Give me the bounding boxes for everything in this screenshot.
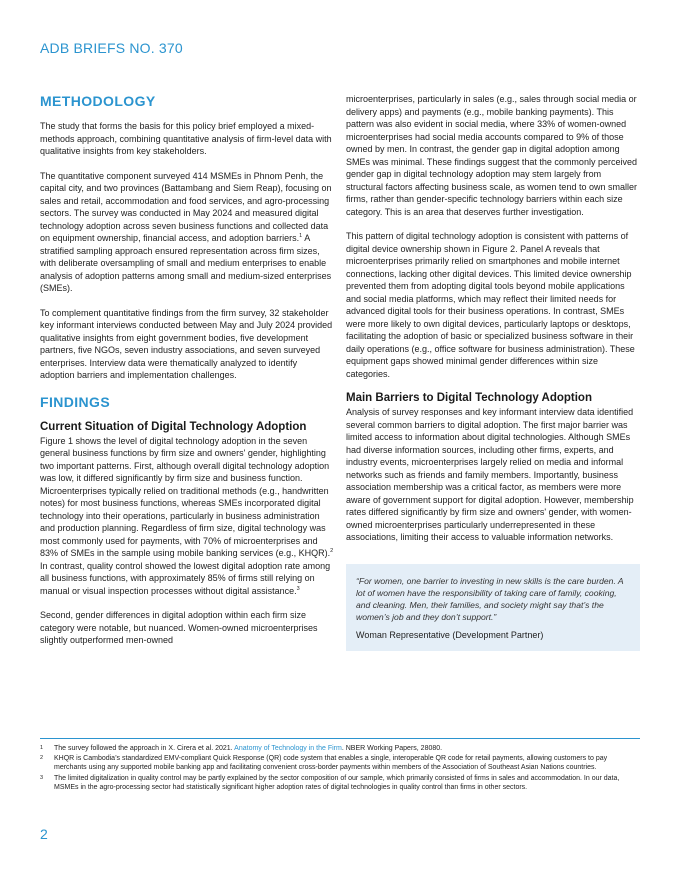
footnote-text: The survey followed the approach in X. Cirera et al. 2021. Anatomy of Technology in the Firm. NBER Working Papers, 28080. [54,745,443,752]
footnote-text: The limited digitalization in quality control may be partly explained by the sector composition of our sample, which primarily consisted of firms in sales and accommodation. In our data, MSMEs in the agro-processing sector had statistically significant higher adoption rates of digital technologies in quality control than firms in other sectors. [54,774,620,791]
findings-paragraph-1: Figure 1 shows the level of digital technology adoption in the seven general business functions by firm size and owners' gender, highlighting two important patterns. First, although overall digital technology adoption was low, it differed significantly by firm size and business function. Microenterprises typically relied on traditional methods (e.g., handwritten notes) for most business functions, whereas SMEs incorporated digital technology into their operations, particularly in business administration and production planning. Regardless of firm size, digital technology was most commonly used for payments, with 70% of microenterprises and 83% of SMEs in the sample using mobile banking services (e.g., KHQR).$^2$ In contrast, quality control showed the lowest digital adoption rate among all business functions, with approximately 85% of firms still relying on manual or visual inspection processes without digital assistance.$^3$ [40,435,334,596]
anatomy-of-technology-link[interactable]: Anatomy of Technology in the Firm [234,745,342,752]
publication-series-title: ADB BRIEFS NO. 370 [40,40,183,56]
findings-paragraph-4: This pattern of digital technology adoption is consistent with patterns of digital device ownership shown in Figure 2. Panel A reveals that microenterprises primarily relied on smartphones and mobile internet connections, lacking other digital devices. This limited device ownership prevented them from adopting digital tools beyond mobile applications and social media platforms, which may reflect their limited needs for advanced digital tools for their business operations. In contrast, SMEs were more likely to own digital devices, particularly laptops or desktops, facilitating the adoption of basic or specialized business software in their daily operations (e.g., office software for business administration). These equipment gaps showed minimal gender differences within size categories. [346,231,635,379]
right-column [346,93,640,651]
footnote-number: 3 [40,774,44,781]
footnote-text: KHQR is Cambodia’s standardized EMV-compliant Quick Response (QR) code system that enables a single, interoperable QR code for retail payments, allowing customers to pay merchants using any supported mobile banking app and facilitating convenient cross-border payments within members of the Association of Southeast Asian Nations countries. [54,755,608,772]
findings-heading: FINDINGS [40,393,111,410]
footnote-divider [40,738,640,739]
methodology-paragraph-3: To complement quantitative findings from the firm survey, 32 stakeholder key informant interviews conducted between May and July 2024 provided qualitative insights from eight government bodies, five development partners, five NGOs, seven industry associations, and seven surveyed enterprises. Interview data were thematically analyzed to identify adoption barriers and implementation challenges. [40,307,333,380]
pull-quote-text: “For women, one barrier to investing in new skills is the care burden. A lot of women have the responsibility of taking care of family, cooking, and cleaning. Men, their families, and society might say that’s the women’s job and they don’t support.” [356,575,624,623]
barriers-paragraph: Analysis of survey responses and key informant interview data identified several common barriers to digital adoption. The first major barrier was limited access to information about digital technologies. Although SMEs had diverse information sources, including other firms, experts, and industry events, microenterprises largely relied on media and informal networks such as friends and family members. Importantly, business association membership was a critical factor, as members were more aware of government support for digital adoption. However, membership rates differed significantly by firm size and owners' gender, with women-owned microenterprises particularly underrepresented in these associations, limiting their access to valuable information networks. [346,407,634,542]
findings-paragraph-3: microenterprises, particularly in sales (e.g., sales through social media or delivery apps) and payments (e.g., mobile banking payments). This pattern was also evident in social media, where 33% of women-owned microenterprises had social media accounts compared to 9% of those owned by men. In contrast, the gender gap in digital adoption among SMEs was minimal. These findings suggest that the commonly perceived gender gap in digital technology adoption may stem largely from structural factors affecting business scale, as women tend to own smaller firms, rather than gender-specific technology barriers within each size category. This is an area that deserves further investigation. [346,94,637,217]
methodology-heading: METHODOLOGY [40,93,156,109]
footnote-ref-1[interactable]: 1 [299,233,303,239]
footnotes [40,744,640,793]
findings-paragraph-2: Second, gender differences in digital adoption within each firm size category were notable, but nuanced. Women-owned microenterprises slightly outperformed men-owned [40,610,318,645]
page-number: 2 [40,826,48,842]
footnote-2 [40,754,640,772]
pull-quote-box [346,564,640,651]
barriers-subheading: Main Barriers to Digital Technology Adoption [346,392,592,404]
methodology-paragraph-2: The quantitative component surveyed 414 MSMEs in Phnom Penh, the capital city, and two provinces (Battambang and Siem Reap), focusing on sales and retail, accommodation and food services, and agro-processing sectors. The survey was conducted in May 2024 and measured digital technology adoption across seven business functions and collected data on equipment ownership, financial access, and adoption barriers.$^1$ A stratified sampling approach ensured representation across firm sizes, with deliberate oversampling of small and medium enterprises to enable analysis of adoption patterns among small and medium-sized enterprises (SMEs). [40,170,332,293]
footnote-ref-2[interactable]: 2 [330,548,334,554]
footnote-number: 1 [40,745,44,751]
pull-quote-attribution: Woman Representative (Development Partner) [356,629,544,640]
footnote-1 [40,744,640,753]
left-column [40,93,334,659]
methodology-paragraph-1: The study that forms the basis for this policy brief employed a mixed-methods approach, combining quantitative analysis of firm-level data with qualitative insights from key stakeholders. [40,121,332,156]
footnote-ref-3[interactable]: 3 [296,585,300,592]
current-situation-subheading: Current Situation of Digital Technology Adoption [40,420,307,433]
footnote-3 [40,774,640,792]
footnote-number: 2 [40,755,44,762]
